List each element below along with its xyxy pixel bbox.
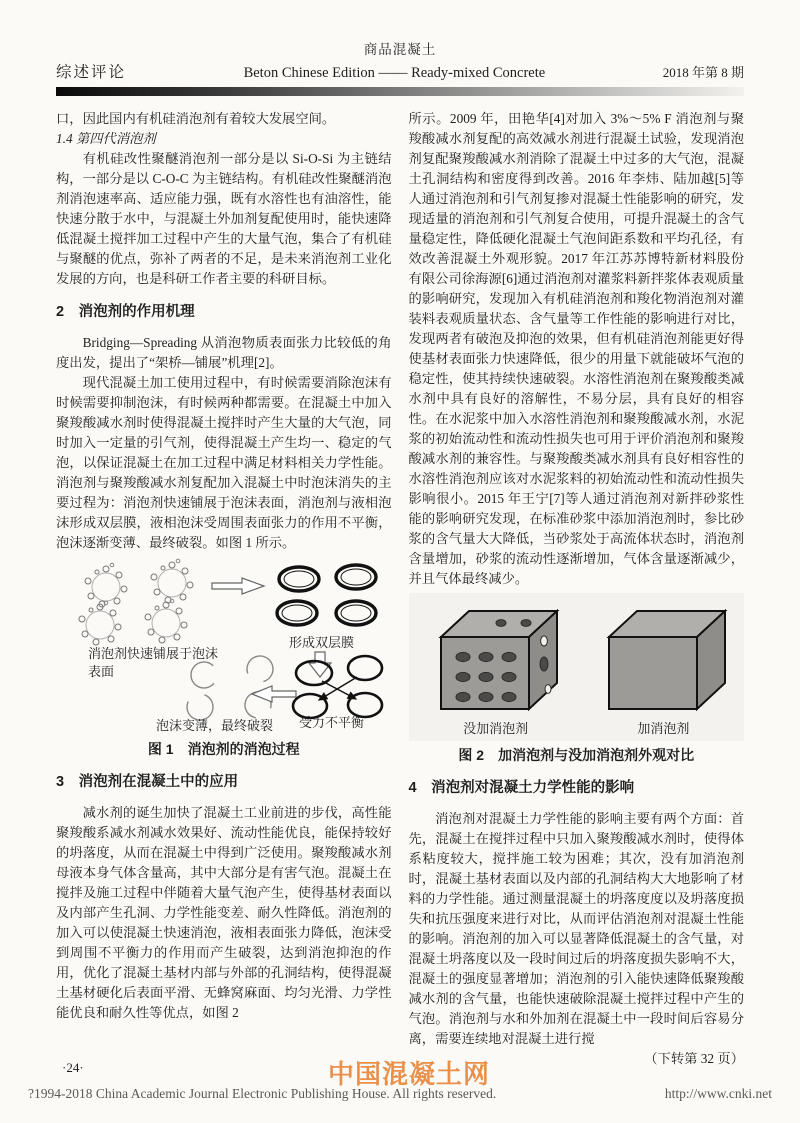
fig1-label-force: 受力不平衡 — [298, 715, 364, 730]
journal-title-cn: 商品混凝土 — [363, 42, 437, 57]
fig1-label-film: 形成双层膜 — [288, 635, 354, 650]
arrow-left-icon — [252, 686, 296, 702]
figure-2 — [409, 593, 745, 741]
copyright-line — [28, 1086, 772, 1102]
fig2-label-without: 没加消泡剂 — [463, 721, 529, 736]
watermark-logo: 中国混凝土网 — [328, 1059, 491, 1089]
paragraph-3-continued: 所示。2009 年，田艳华[4]对加入 3%～5% F 消泡剂与聚羧酸减水剂复配的高效减水剂进行混凝土试验，发现消泡剂复配聚羧酸减水剂消除了混凝土中过多的大气泡，混凝土孔洞结构和密度得到改善。2016 年李炜、陆加越[5]等人通过消泡剂和引气剂复掺对混凝土性能影响的研究，发现适量的消泡剂和引气剂复合使用，可提升混凝土的含气量稳定性，降低硬化混凝土气泡间距系数和平均孔径，有效改善混凝土外观形貌。2017 年江苏苏博特新材料股份有限公司徐海源[6]通过消泡剂对灌浆料新拌浆体表观质量的影响研究，发现加入有机硅消泡剂和羧化物消泡剂对灌装料表观质量状态、含气量等工作性能的影响进行对比，发现两者有破泡及抑泡的效果，但有机硅消泡剂能更好得使基材表面张力快速降低，很少的用量下就能破坏气泡的稳定性，使其持续快速破裂。水溶性消泡剂在聚羧酸类减水剂中具有良好的溶解性，不易分层，具有良好的相容性。在水泥浆中加入水溶性消泡剂和聚羧酸减水剂，水泥浆的初始流动性和流动性损失也可用于评价消泡剂和聚羧酸减水剂的兼容性。与聚羧酸类减水剂具有良好相容性的水溶性消泡剂应该对水泥浆料的初始流动性和流动性损失影响很小。2015 年王宁[7]等人通过消泡剂对新拌砂浆性能的影响研究发现，在标准砂浆中添加消泡剂时，参比砂浆的含气量大大降低，当砂浆处于高流体状态时，消泡剂含量增加，砂浆的流动性逐渐增加，气体含量逐渐减少，并且气体最终减少。 — [408, 111, 744, 586]
defoaming-process-diagram — [64, 557, 384, 735]
fig2-label-with: 加消泡剂 — [637, 721, 690, 736]
double-film-ovals — [277, 565, 376, 625]
copyright-text: ?1994-2018 China Academic Journal Electronic Publishing House. All rights reserved. — [28, 1086, 497, 1101]
paragraph-3: 减水剂的诞生加快了混凝土工业前进的步伐，高性能聚羧酸系减水剂减水效果好、流动性能优良，能保持较好的坍落度，从而在混凝土中得到广泛使用。聚羧酸减水剂母液本身气体含量高，其中大部分是有害气泡。混凝土在搅拌及施工过程中伴随着大量气泡产生，使得基材表面以及内部产生孔洞、力学性能变差、耐久性降低。消泡剂的加入可以使混凝土快速消泡，液相表面张力降低，泡沫受到周围不平衡力的作用而产生破裂，达到消泡抑泡的作用，优化了混凝土基材内部与外部的孔洞结构，使得混凝土基材硬化后表面平滑、无蜂窝麻面、均匀光滑、力学性能优良和耐久性等优点，如图 2 — [56, 805, 392, 1020]
figure-2-caption: 图 2 加消泡剂与没加消泡剂外观对比 — [458, 747, 695, 763]
bubble-cluster-icon — [85, 563, 127, 607]
bubble-cluster-icon — [79, 601, 121, 645]
paragraph-2b: 现代混凝土加工使用过程中，有时候需要消除泡沫有时候需要抑制泡沫，有时候两种都需要。在混凝土中加入聚羧酸减水剂时使得混凝土搅拌时产生大量的大气泡，同时加入一定量的引气剂，使得混凝土产生均一、稳定的气泡，以保证混凝土在加工过程中满足材料相关力学性能。消泡剂与聚羧酸减水剂复配加入混凝土中时泡沫消失的主要过程为：消泡剂快速铺展于泡沫表面，消泡剂与液相泡沫形成双层膜，液相泡沫受周围表面张力的作用不平衡，泡沫逐渐变薄、最终破裂。如图 1 所示。 — [56, 375, 392, 550]
column-label: 综述评论 — [56, 64, 127, 81]
right-column — [409, 109, 745, 1069]
cube-comparison-image — [411, 599, 741, 717]
bubble-cluster-icon — [151, 559, 193, 603]
paragraph-1-4: 有机硅改性聚醚消泡剂一部分是以 Si-O-Si 为主链结构，一部分是以 C-O-C 为主链结构。有机硅改性聚醚消泡剂消泡速率高、适应能力强，既有水溶性也有油溶性，能快速分散于水中，与混凝土外加剂复配使用时，能快速降低混凝土搅拌加工过程中产生的大量气泡，集合了有机硅与聚醚的优点，弥补了两者的不足，是未来消泡剂工业化发展的方向，也是科研工作者主要的科研目标。 — [56, 151, 392, 286]
force-circles — [293, 656, 382, 718]
cube-with-defoamer — [609, 611, 725, 709]
arrow-right-icon — [212, 578, 264, 594]
two-column-body — [0, 96, 800, 1069]
figure-1 — [56, 557, 392, 735]
section-4-heading: 4 消泡剂对混凝土力学性能的影响 — [408, 780, 635, 796]
carryover-paragraph: 口，因此国内有机硅消泡剂有着较大发展空间。 — [56, 111, 336, 126]
issue-label: 2018 年第 8 期 — [662, 65, 744, 80]
header-rule-bar — [56, 87, 744, 96]
continuation-note: （下转第 32 页） — [644, 1051, 744, 1066]
journal-title-en: Beton Chinese Edition —— Ready-mixed Concrete — [243, 65, 546, 81]
fig1-label-spread-line1: 消泡剂快速铺展于泡沫 — [87, 646, 218, 661]
thinning-bubbles — [183, 652, 276, 723]
bubble-cluster-icon — [145, 599, 187, 643]
figure-1-caption: 图 1 消泡剂的消泡过程 — [147, 741, 300, 757]
subsection-1-4-heading: 1.4 第四代消泡剂 — [56, 131, 156, 146]
section-3-heading: 3 消泡剂在混凝土中的应用 — [56, 774, 239, 790]
page-header — [56, 60, 744, 82]
left-column — [56, 109, 392, 1069]
cnki-url: http://www.cnki.net — [664, 1086, 772, 1101]
paragraph-2a: Bridging—Spreading 从消泡物质表面张力比较低的角度出发，提出了“架桥—铺展”机理[2]。 — [56, 335, 392, 370]
section-2-heading: 2 消泡剂的作用机理 — [56, 304, 195, 320]
paragraph-4: 消泡剂对混凝土力学性能的影响主要有两个方面：首先，混凝土在搅拌过程中只加入聚羧酸减水剂时，使得体系粘度较大，搅拌施工较为困难；其次，没有加消泡剂时，混凝土基材表面以及内部的孔洞结构大大地影响了材料的力学性能。通过测量混凝土的坍落度度以及坍落度损失和抗压强度来进行对比，从而评估消泡剂对混凝土性能的影响。消泡剂的加入可以显著降低混凝土的含气量，对混凝土坍落度以及一段时间过后的坍落度损失影响不大，混凝土的强度显著增加；消泡剂的引入能快速降低聚羧酸减水剂的含气量，也能快速破除混凝土搅拌过程中产生的气泡。消泡剂与水和外加剂在混凝土中一段时间后容易分离，需要连续地对混凝土进行搅 — [408, 811, 744, 1046]
page-number: ·24· — [62, 1060, 84, 1075]
figure-2-labels — [409, 719, 745, 739]
fig1-label-spread-line2: 表面 — [87, 664, 114, 679]
fig1-label-break: 泡沫变薄，最终破裂 — [155, 718, 273, 733]
